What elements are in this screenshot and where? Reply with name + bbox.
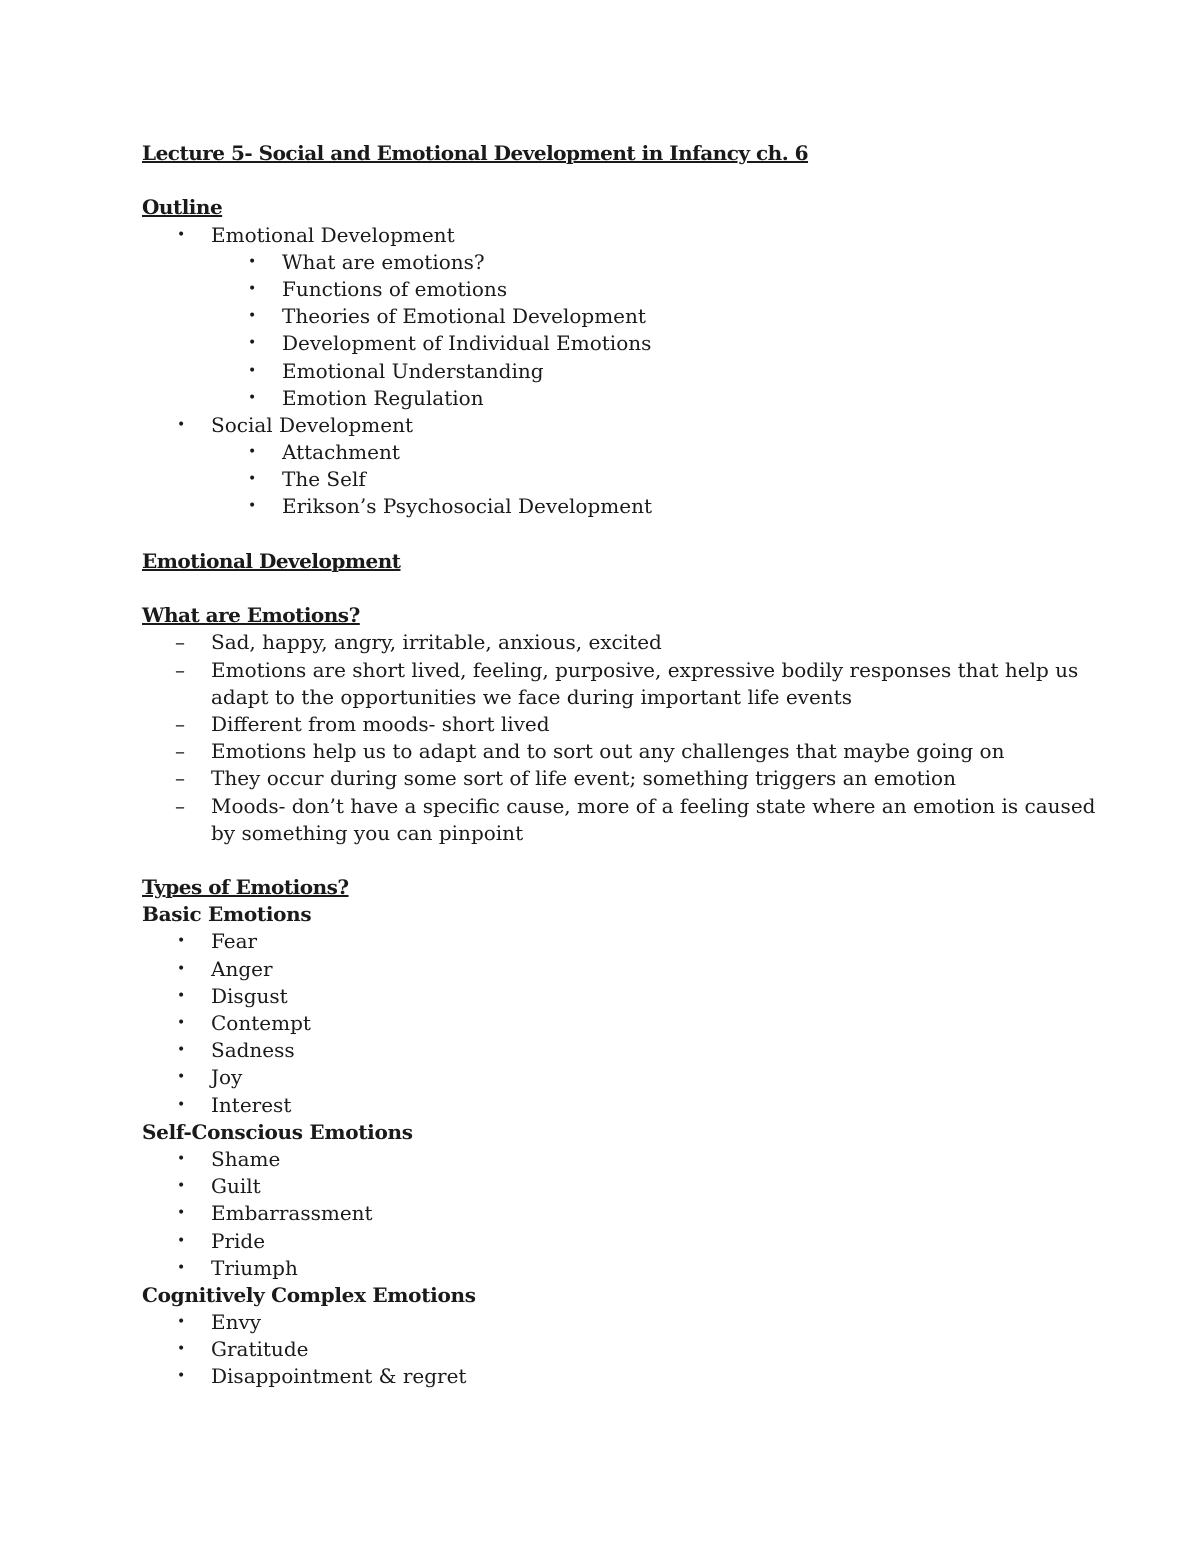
bullet-icon: •	[248, 308, 257, 325]
outline-subitem	[142, 493, 1062, 520]
dash-icon: –	[175, 630, 185, 655]
bullet-icon: •	[248, 253, 257, 270]
outline-subitem-label: The Self	[282, 467, 366, 492]
bullet-icon: •	[248, 280, 257, 297]
list-item-label: Guilt	[211, 1174, 261, 1199]
dash-item-text: Emotions are short lived, feeling, purposive, expressive bodily responses that help us	[211, 657, 1079, 682]
dash-item-text: Sad, happy, angry, irritable, anxious, excited	[211, 630, 662, 655]
bullet-icon: •	[248, 362, 257, 379]
list-item	[142, 1146, 1062, 1173]
bullet-icon: •	[177, 1368, 186, 1385]
outline-subitem-label: Erikson’s Psychosocial Development	[282, 494, 652, 519]
bullet-icon: •	[177, 1069, 186, 1086]
bullet-icon: •	[177, 1232, 186, 1249]
outline-subitem-label: Theories of Emotional Development	[282, 304, 646, 329]
dash-list-item	[142, 657, 1079, 684]
outline-subitem-label: Attachment	[282, 440, 400, 465]
bullet-icon: •	[177, 1150, 186, 1167]
outline-item-label: Emotional Development	[211, 222, 455, 247]
bullet-icon: •	[177, 960, 186, 977]
dash-list-item	[142, 765, 1062, 792]
bullet-icon: •	[177, 1042, 186, 1059]
outline-subitem-label: Emotion Regulation	[282, 385, 484, 410]
bullet-icon: •	[248, 471, 257, 488]
list-item	[142, 1064, 1062, 1091]
section-heading: What are Emotions?	[142, 603, 360, 628]
dash-list-item	[142, 629, 1062, 656]
dash-item-text: Emotions help us to adapt and to sort out any challenges that maybe going on	[211, 739, 1005, 764]
list-item-label: Fear	[211, 929, 258, 954]
outline-subitem	[142, 466, 1062, 493]
dash-list-item	[142, 793, 1096, 820]
outline-subitem	[142, 276, 1062, 303]
outline-subitem	[142, 439, 1062, 466]
outline-item-label: Social Development	[211, 412, 413, 437]
dash-item-text: They occur during some sort of life event; something triggers an emotion	[211, 766, 956, 791]
list-item	[142, 1200, 1062, 1227]
outline-subitem	[142, 303, 1062, 330]
outline-subitem-label: Emotional Understanding	[282, 358, 544, 383]
list-item	[142, 1255, 1062, 1282]
dash-icon: –	[175, 657, 185, 682]
list-item	[142, 956, 1062, 983]
list-item-label: Embarrassment	[211, 1201, 373, 1226]
document-page	[142, 140, 1096, 1391]
outline-subitem	[142, 330, 1062, 357]
group-heading: Cognitively Complex Emotions	[142, 1282, 476, 1307]
bullet-icon: •	[177, 1341, 186, 1358]
list-item	[142, 1336, 1062, 1363]
bullet-icon: •	[177, 1205, 186, 1222]
spacer	[142, 167, 1062, 194]
dash-item-text: by something you can pinpoint	[211, 820, 524, 845]
list-item-label: Joy	[211, 1065, 243, 1090]
list-item	[142, 1363, 1062, 1390]
section-heading: Types of Emotions?	[142, 875, 349, 900]
list-item	[142, 983, 1062, 1010]
list-item	[142, 1010, 1062, 1037]
bullet-icon: •	[177, 416, 186, 433]
bullet-icon: •	[248, 498, 257, 515]
dash-item-continuation	[142, 684, 1062, 711]
dash-icon: –	[175, 793, 185, 818]
bullet-icon: •	[177, 987, 186, 1004]
outline-item	[142, 412, 1062, 439]
dash-list-item	[142, 711, 1062, 738]
bullet-icon: •	[248, 389, 257, 406]
list-item	[142, 1037, 1062, 1064]
bullet-icon: •	[177, 1015, 186, 1031]
dash-icon: –	[175, 711, 185, 736]
list-item-label: Sadness	[211, 1038, 295, 1063]
bullet-icon: •	[177, 226, 186, 243]
list-item	[142, 1309, 1062, 1336]
group-heading: Self-Conscious Emotions	[142, 1119, 413, 1144]
list-item-label: Contempt	[211, 1011, 311, 1035]
dash-item-text: Moods- don’t have a specific cause, more of a feeling state where an emotion is caused	[211, 793, 1096, 818]
group-heading: Basic Emotions	[142, 902, 312, 927]
dash-list-item	[142, 738, 1062, 765]
bullet-icon: •	[177, 1096, 186, 1113]
list-item-label: Disappointment & regret	[211, 1364, 467, 1389]
dash-icon: –	[175, 766, 185, 791]
list-item-label: Triumph	[211, 1255, 298, 1280]
list-item-label: Shame	[211, 1146, 281, 1171]
spacer	[142, 847, 1062, 874]
spacer	[142, 575, 1062, 602]
spacer	[142, 521, 1062, 548]
bullet-icon: •	[177, 933, 186, 950]
bullet-icon: •	[177, 1314, 186, 1331]
bullet-icon: •	[248, 335, 257, 352]
outline-heading: Outline	[142, 195, 223, 220]
document-title: Lecture 5- Social and Emotional Development in Infancy ch. 6	[142, 141, 809, 165]
section-heading: Emotional Development	[142, 548, 401, 573]
dash-item-continuation	[142, 820, 1062, 847]
outline-subitem	[142, 249, 1062, 276]
outline-subitem	[142, 358, 1062, 385]
list-item-label: Pride	[211, 1228, 266, 1253]
dash-item-text: adapt to the opportunities we face during important life events	[211, 684, 852, 709]
bullet-icon: •	[177, 1178, 186, 1195]
outline-subitem	[142, 385, 1062, 412]
list-item	[142, 1228, 1062, 1255]
dash-item-text: Different from moods- short lived	[211, 711, 550, 736]
list-item-label: Gratitude	[211, 1337, 309, 1362]
list-item-label: Interest	[211, 1092, 292, 1117]
list-item-label: Envy	[211, 1310, 262, 1335]
list-item	[142, 1092, 1062, 1119]
outline-subitem-label: What are emotions?	[282, 249, 485, 274]
outline-subitem-label: Functions of emotions	[282, 276, 508, 301]
list-item	[142, 928, 1062, 955]
list-item-label: Disgust	[211, 983, 288, 1008]
bullet-icon: •	[177, 1259, 186, 1276]
bullet-icon: •	[248, 444, 257, 461]
outline-subitem-label: Development of Individual Emotions	[282, 331, 652, 356]
list-item-label: Anger	[211, 956, 273, 981]
dash-icon: –	[175, 739, 185, 764]
list-item	[142, 1173, 1062, 1200]
outline-item	[142, 222, 1062, 249]
